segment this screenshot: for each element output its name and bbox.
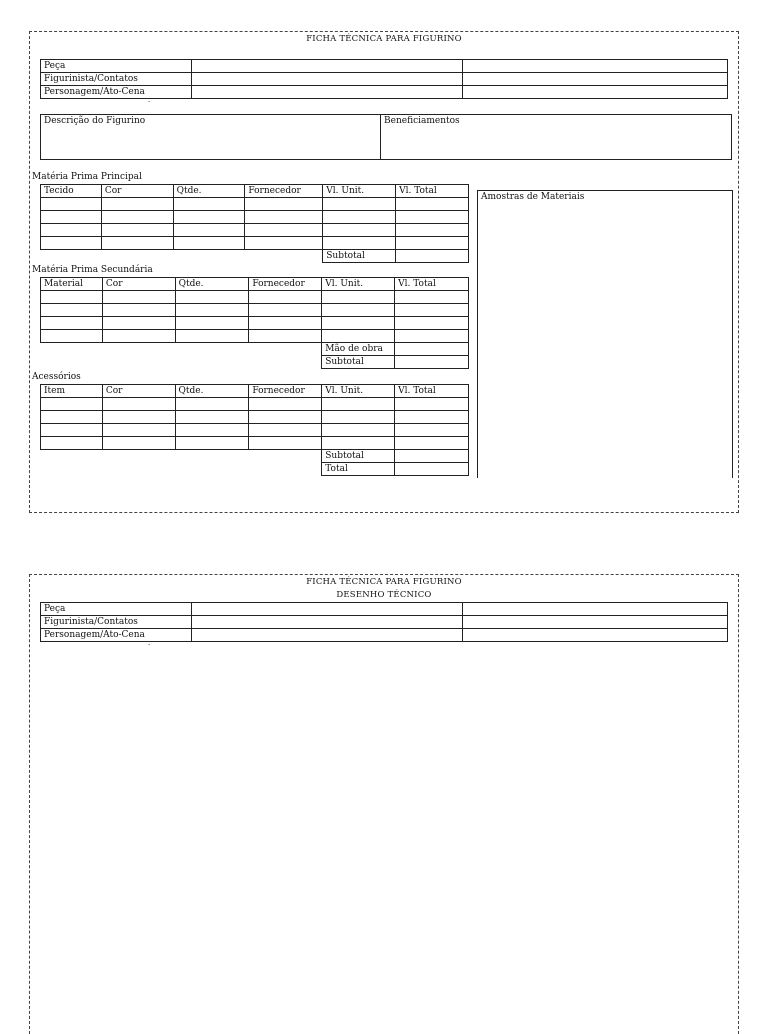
- figurinista-field[interactable]: [191, 73, 463, 86]
- cell[interactable]: [41, 237, 102, 250]
- sheet-title: FICHA TÉCNICA PARA FIGURINO: [306, 34, 462, 44]
- table-row: [41, 237, 469, 250]
- col-header: Material: [41, 278, 103, 291]
- cell[interactable]: [322, 411, 395, 424]
- cell[interactable]: [173, 198, 245, 211]
- secundaria-label: Matéria Prima Secundária: [32, 265, 153, 275]
- personagem-field[interactable]: [191, 86, 463, 99]
- cell[interactable]: [396, 198, 469, 211]
- cell[interactable]: [249, 317, 322, 330]
- cell[interactable]: [323, 211, 396, 224]
- cell[interactable]: [249, 437, 322, 450]
- acessorios-label: Acessórios: [32, 372, 81, 382]
- cell[interactable]: [322, 304, 395, 317]
- personagem-field-2[interactable]: [463, 629, 728, 642]
- personagem-field[interactable]: [191, 629, 463, 642]
- spacer: [249, 450, 322, 463]
- spacer: [102, 463, 175, 476]
- cell[interactable]: [395, 424, 469, 437]
- cell[interactable]: [102, 304, 175, 317]
- subtotal-label: Subtotal: [323, 250, 396, 263]
- mao-de-obra-label: Mão de obra: [322, 343, 395, 356]
- peca-field[interactable]: [191, 60, 463, 73]
- subtotal-label: Subtotal: [322, 450, 395, 463]
- cell[interactable]: [175, 411, 249, 424]
- table-row: [41, 291, 469, 304]
- spacer: [41, 250, 102, 263]
- cell[interactable]: [173, 224, 245, 237]
- spacer: [249, 343, 322, 356]
- beneficiamentos-label: Beneficiamentos: [384, 116, 460, 126]
- cell[interactable]: [41, 291, 103, 304]
- cell[interactable]: [175, 424, 249, 437]
- cell[interactable]: [101, 224, 173, 237]
- table-row: [41, 198, 469, 211]
- table-row: [41, 437, 469, 450]
- cell[interactable]: [173, 211, 245, 224]
- table-row: [41, 398, 469, 411]
- cell[interactable]: [102, 437, 175, 450]
- col-header: Fornecedor: [249, 385, 322, 398]
- sheet-subtitle: DESENHO TÉCNICO: [336, 590, 432, 600]
- col-header: Vl. Total: [395, 385, 469, 398]
- row-label-peca: Peça: [41, 60, 192, 73]
- sheet-title: FICHA TÉCNICA PARA FIGURINO: [306, 577, 462, 587]
- cell[interactable]: [322, 291, 395, 304]
- spacer: [41, 463, 103, 476]
- row-label-peca: Peça: [41, 603, 192, 616]
- cell[interactable]: [175, 437, 249, 450]
- peca-field-2[interactable]: [463, 60, 728, 73]
- cell[interactable]: [41, 224, 102, 237]
- total-value[interactable]: [395, 463, 469, 476]
- cell[interactable]: [101, 198, 173, 211]
- cell[interactable]: [322, 330, 395, 343]
- subtotal-value[interactable]: [395, 450, 469, 463]
- table-row: [41, 317, 469, 330]
- subtotal-row: [41, 250, 469, 263]
- cell[interactable]: [41, 304, 103, 317]
- cell[interactable]: [396, 237, 469, 250]
- spacer: [102, 343, 175, 356]
- col-header: Item: [41, 385, 103, 398]
- cell[interactable]: [41, 330, 103, 343]
- col-header: Vl. Total: [396, 185, 469, 198]
- col-header: Vl. Unit.: [323, 185, 396, 198]
- amostras-label: Amostras de Materiais: [481, 192, 585, 202]
- table-row: [41, 73, 728, 86]
- mao-de-obra-value[interactable]: [395, 343, 469, 356]
- col-header: Vl. Unit.: [322, 278, 395, 291]
- cell[interactable]: [249, 291, 322, 304]
- cell[interactable]: [175, 304, 249, 317]
- table-header-row: [41, 185, 469, 198]
- col-header: Tecido: [41, 185, 102, 198]
- spacer: [175, 463, 249, 476]
- total-label: Total: [322, 463, 395, 476]
- cell[interactable]: [102, 411, 175, 424]
- figurinista-field[interactable]: [191, 616, 463, 629]
- figurinista-field-2[interactable]: [463, 616, 728, 629]
- cell[interactable]: [322, 424, 395, 437]
- principal-table: [40, 184, 469, 263]
- stray-mark: .: [148, 639, 151, 647]
- cell[interactable]: [175, 317, 249, 330]
- amostras-box[interactable]: [477, 190, 733, 478]
- spacer: [41, 450, 103, 463]
- acessorios-table: [40, 384, 469, 476]
- cell[interactable]: [396, 224, 469, 237]
- cell[interactable]: [175, 398, 249, 411]
- cell[interactable]: [245, 211, 323, 224]
- row-label-figurinista: Figurinista/Contatos: [41, 616, 192, 629]
- spacer: [102, 356, 175, 369]
- peca-field-2[interactable]: [463, 603, 728, 616]
- cell[interactable]: [41, 424, 103, 437]
- table-row: [41, 411, 469, 424]
- beneficiamentos-box[interactable]: [380, 114, 732, 160]
- subtotal-row: [41, 356, 469, 369]
- descricao-box[interactable]: [40, 114, 381, 160]
- cell[interactable]: [41, 411, 103, 424]
- cell[interactable]: [249, 411, 322, 424]
- table-row: [41, 304, 469, 317]
- cell[interactable]: [101, 211, 173, 224]
- row-label-figurinista: Figurinista/Contatos: [41, 73, 192, 86]
- col-header: Qtde.: [175, 278, 249, 291]
- descricao-label: Descrição do Figurino: [44, 116, 146, 126]
- cell[interactable]: [102, 398, 175, 411]
- cell[interactable]: [41, 317, 103, 330]
- figurinista-field-2[interactable]: [463, 73, 728, 86]
- cell[interactable]: [102, 317, 175, 330]
- spacer: [245, 250, 323, 263]
- total-row: [41, 463, 469, 476]
- cell[interactable]: [175, 330, 249, 343]
- identification-table: [40, 602, 728, 642]
- cell[interactable]: [395, 437, 469, 450]
- col-header: Cor: [101, 185, 173, 198]
- row-label-personagem: Personagem/Ato-Cena: [41, 629, 192, 642]
- personagem-field-2[interactable]: [463, 86, 728, 99]
- cell[interactable]: [245, 237, 323, 250]
- spacer: [249, 463, 322, 476]
- cell[interactable]: [395, 291, 469, 304]
- cell[interactable]: [249, 398, 322, 411]
- cell[interactable]: [396, 211, 469, 224]
- col-header: Fornecedor: [245, 185, 323, 198]
- col-header: Cor: [102, 385, 175, 398]
- spacer: [173, 250, 245, 263]
- table-row: [41, 603, 728, 616]
- subtotal-row: [41, 450, 469, 463]
- col-header: Cor: [102, 278, 175, 291]
- cell[interactable]: [41, 437, 103, 450]
- row-label-personagem: Personagem/Ato-Cena: [41, 86, 192, 99]
- table-header-row: [41, 385, 469, 398]
- table-row: [41, 60, 728, 73]
- cell[interactable]: [249, 304, 322, 317]
- spacer: [102, 450, 175, 463]
- spacer: [175, 356, 249, 369]
- spacer: [249, 356, 322, 369]
- cell[interactable]: [102, 330, 175, 343]
- table-row: [41, 424, 469, 437]
- cell[interactable]: [41, 198, 102, 211]
- cell[interactable]: [322, 317, 395, 330]
- identification-table: [40, 59, 728, 99]
- table-row: [41, 629, 728, 642]
- cell[interactable]: [395, 398, 469, 411]
- cell[interactable]: [395, 330, 469, 343]
- cell[interactable]: [245, 198, 323, 211]
- col-header: Fornecedor: [249, 278, 322, 291]
- principal-label: Matéria Prima Principal: [32, 172, 142, 182]
- col-header: Vl. Total: [395, 278, 469, 291]
- spacer: [175, 450, 249, 463]
- cell[interactable]: [395, 317, 469, 330]
- cell[interactable]: [395, 411, 469, 424]
- col-header: Qtde.: [173, 185, 245, 198]
- table-header-row: [41, 278, 469, 291]
- cell[interactable]: [101, 237, 173, 250]
- cell[interactable]: [249, 330, 322, 343]
- desenho-tecnico-sheet: [29, 574, 739, 1034]
- cell[interactable]: [173, 237, 245, 250]
- spacer: [175, 343, 249, 356]
- mao-de-obra-row: [41, 343, 469, 356]
- stray-mark: .: [148, 96, 151, 104]
- table-row: [41, 211, 469, 224]
- cell[interactable]: [245, 224, 323, 237]
- table-row: [41, 616, 728, 629]
- cell[interactable]: [323, 224, 396, 237]
- subtotal-value[interactable]: [395, 356, 469, 369]
- cell[interactable]: [323, 198, 396, 211]
- secundaria-table: [40, 277, 469, 369]
- spacer: [41, 356, 103, 369]
- col-header: Vl. Unit.: [322, 385, 395, 398]
- cell[interactable]: [175, 291, 249, 304]
- cell[interactable]: [322, 398, 395, 411]
- table-row: [41, 330, 469, 343]
- cell[interactable]: [322, 437, 395, 450]
- col-header: Qtde.: [175, 385, 249, 398]
- table-row: [41, 86, 728, 99]
- cell[interactable]: [41, 398, 103, 411]
- table-row: [41, 224, 469, 237]
- subtotal-label: Subtotal: [322, 356, 395, 369]
- cell[interactable]: [323, 237, 396, 250]
- ficha-tecnica-sheet: [29, 31, 739, 513]
- cell[interactable]: [102, 424, 175, 437]
- cell[interactable]: [41, 211, 102, 224]
- cell[interactable]: [102, 291, 175, 304]
- peca-field[interactable]: [191, 603, 463, 616]
- cell[interactable]: [249, 424, 322, 437]
- spacer: [41, 343, 103, 356]
- cell[interactable]: [395, 304, 469, 317]
- spacer: [101, 250, 173, 263]
- subtotal-value[interactable]: [396, 250, 469, 263]
